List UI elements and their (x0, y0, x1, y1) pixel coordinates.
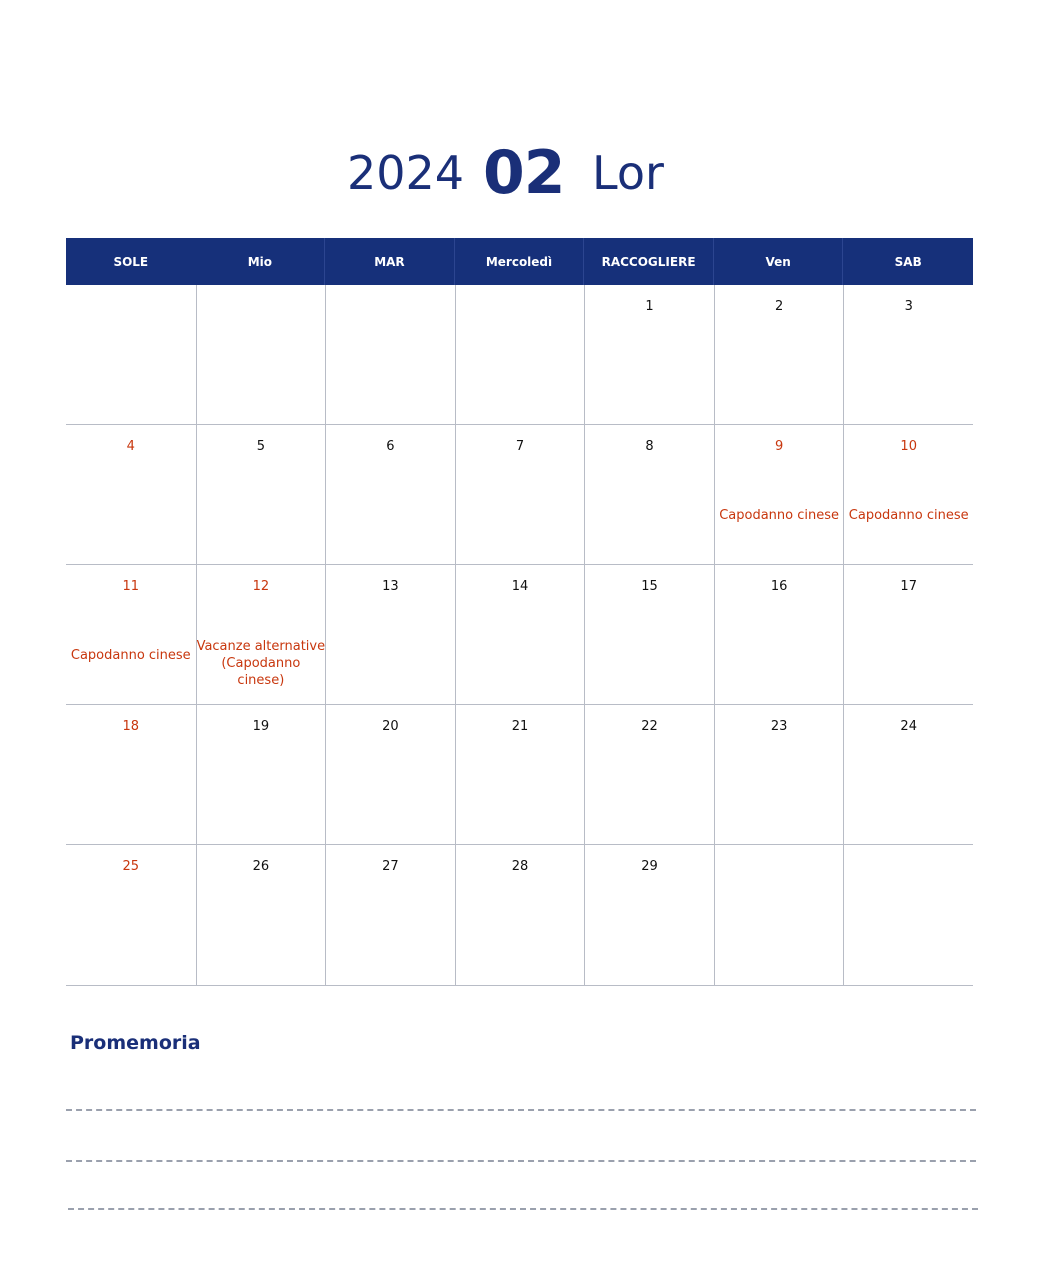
day-cell[interactable] (843, 845, 973, 985)
day-cell[interactable] (455, 285, 585, 425)
day-number: 9 (774, 439, 784, 454)
day-cell[interactable] (66, 705, 196, 845)
holiday-event-line: Capodanno cinese (848, 508, 969, 523)
day-number: 15 (641, 579, 658, 594)
day-number: 1 (645, 299, 654, 314)
day-cell[interactable] (66, 285, 196, 425)
weekday-thu: RACCOGLIERE (584, 238, 714, 285)
day-cell[interactable] (584, 285, 714, 425)
holiday-event-line: Capodanno cinese (719, 508, 840, 523)
day-cell[interactable] (66, 565, 196, 705)
day-cell[interactable] (196, 845, 326, 985)
memo-line[interactable] (68, 1208, 978, 1210)
day-cell[interactable] (196, 565, 326, 705)
day-cell[interactable] (584, 845, 714, 985)
weekday-fri: Ven (714, 238, 844, 285)
day-number: 4 (126, 439, 135, 454)
day-cell[interactable] (196, 705, 326, 845)
weekday-sun: SOLE (113, 254, 149, 269)
day-number: 20 (382, 719, 399, 734)
weekday-wed: Mercoledì (455, 238, 585, 285)
day-cell[interactable] (843, 565, 973, 705)
weekday-header (66, 238, 973, 285)
day-cell[interactable] (325, 705, 455, 845)
day-number: 2 (774, 299, 784, 314)
day-cell[interactable] (325, 845, 455, 985)
day-number: 12 (252, 579, 270, 594)
holiday-event (66, 647, 196, 664)
day-cell[interactable] (455, 845, 585, 985)
weekday-tue: MAR (325, 238, 455, 285)
day-number: 25 (122, 859, 140, 874)
day-cell[interactable] (714, 285, 844, 425)
day-cell[interactable] (843, 285, 973, 425)
day-cell[interactable] (584, 565, 714, 705)
memo-line[interactable] (66, 1109, 976, 1111)
day-number: 28 (511, 859, 529, 874)
day-number: 10 (900, 439, 917, 454)
day-number: 13 (382, 579, 399, 594)
day-cell[interactable] (455, 565, 585, 705)
day-cell[interactable] (714, 425, 844, 565)
calendar-title (0, 138, 1043, 208)
day-cell[interactable] (66, 425, 196, 565)
day-cell[interactable] (325, 565, 455, 705)
day-number: 27 (382, 859, 399, 874)
day-cell[interactable] (584, 425, 714, 565)
day-number: 23 (770, 719, 788, 734)
day-number: 7 (515, 439, 525, 454)
day-number: 19 (252, 719, 270, 734)
day-cell[interactable] (455, 705, 585, 845)
day-cell[interactable] (455, 425, 585, 565)
day-number: 3 (904, 299, 913, 314)
memo-title: Promemoria (70, 1032, 201, 1054)
day-cell[interactable] (584, 705, 714, 845)
weekday-sat: SAB (894, 254, 922, 269)
day-number: 21 (511, 719, 529, 734)
day-cell[interactable] (325, 285, 455, 425)
day-cell[interactable] (714, 845, 844, 985)
holiday-event-line: Vacanze alternative (196, 639, 326, 654)
day-cell[interactable] (196, 425, 326, 565)
day-number: 24 (900, 719, 917, 734)
day-cell[interactable] (843, 705, 973, 845)
day-number: 11 (122, 579, 140, 594)
day-number: 6 (386, 439, 395, 454)
day-number: 8 (645, 439, 654, 454)
day-cell[interactable] (843, 425, 973, 565)
title-month-label: Lor (592, 146, 664, 200)
day-number: 17 (900, 579, 917, 594)
day-number: 5 (256, 439, 265, 454)
holiday-event (715, 507, 844, 524)
day-number: 16 (770, 579, 788, 594)
title-month: 02 (483, 138, 565, 208)
day-number: 18 (122, 719, 140, 734)
calendar-grid (66, 285, 973, 986)
day-number: 29 (641, 859, 658, 874)
day-cell[interactable] (714, 705, 844, 845)
day-cell[interactable] (66, 845, 196, 985)
day-cell[interactable] (325, 425, 455, 565)
title-year: 2024 (347, 146, 465, 200)
weekday-mon: Mio (196, 238, 326, 285)
day-number: 22 (641, 719, 658, 734)
memo-line[interactable] (66, 1160, 976, 1162)
day-cell[interactable] (714, 565, 844, 705)
day-number: 14 (511, 579, 529, 594)
day-number: 26 (252, 859, 270, 874)
holiday-event-line: Capodanno cinese (70, 648, 191, 663)
holiday-event (844, 507, 973, 524)
holiday-event (197, 638, 326, 689)
holiday-event-line: (Capodanno cinese) (221, 656, 301, 688)
day-cell[interactable] (196, 285, 326, 425)
